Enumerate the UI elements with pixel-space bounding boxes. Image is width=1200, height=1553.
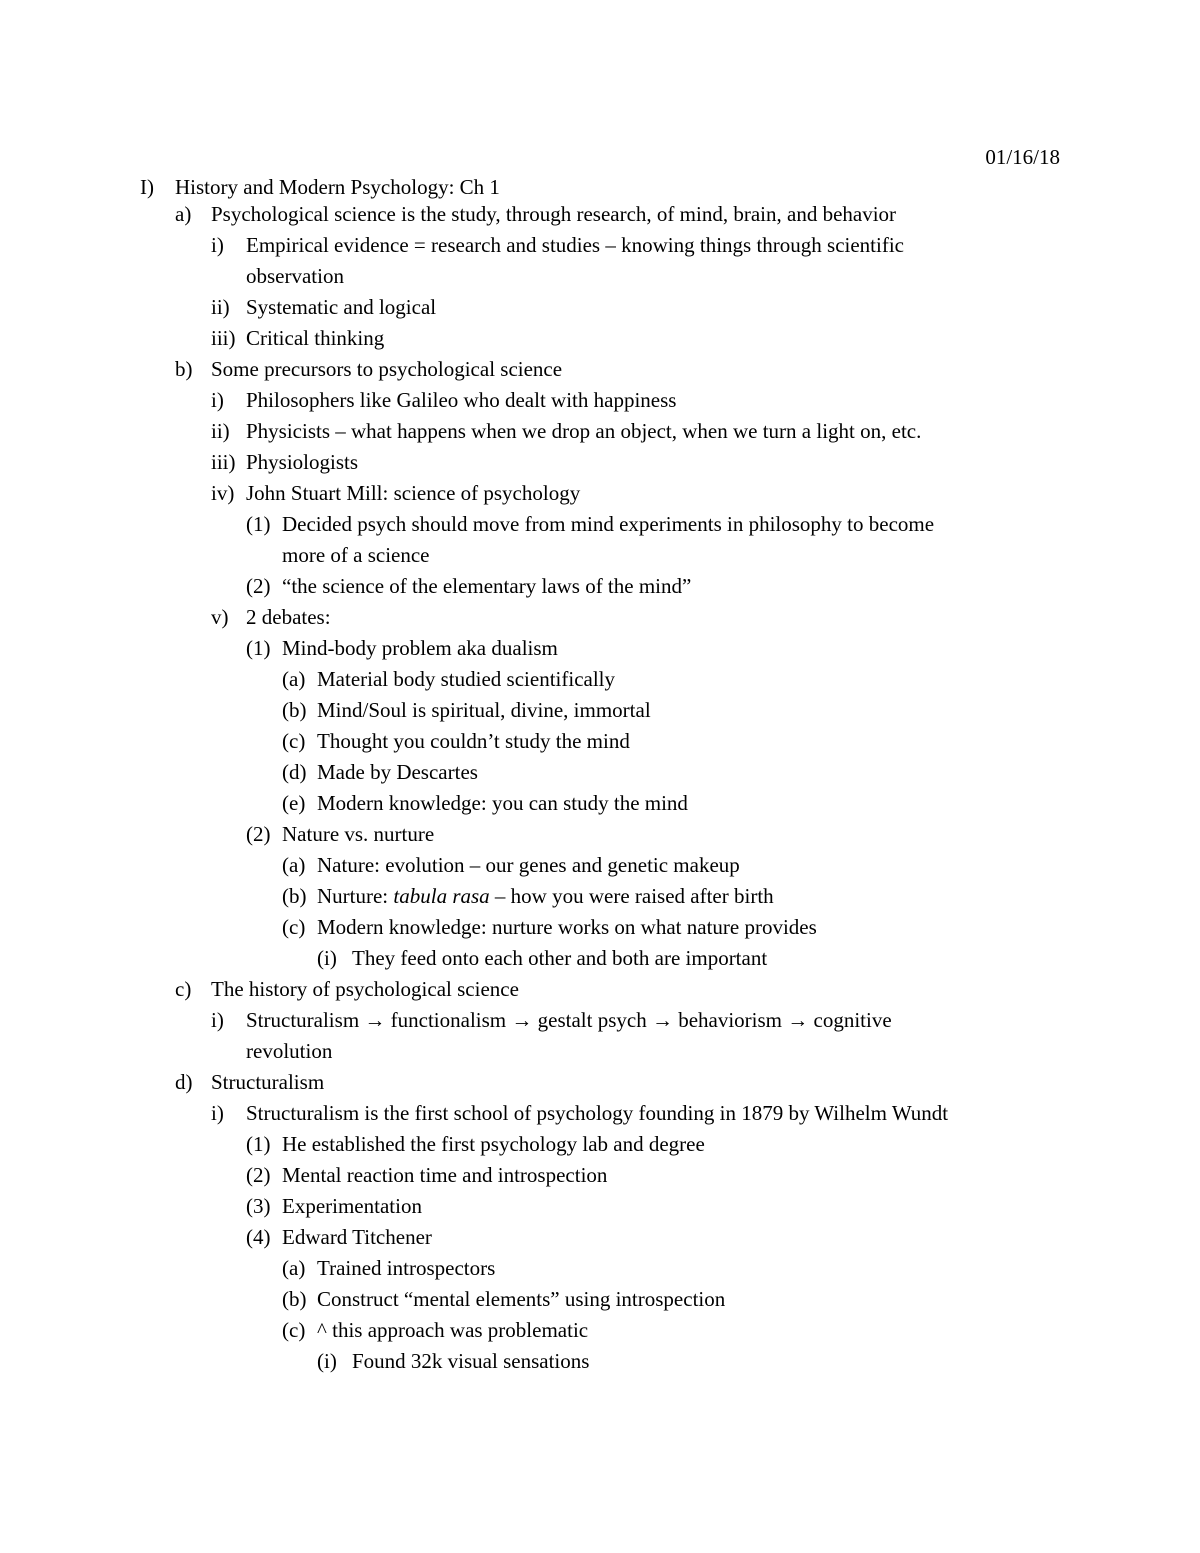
outline-marker: i)	[211, 388, 224, 412]
outline-text: Trained introspectors	[317, 1256, 496, 1280]
outline-text: Structuralism	[211, 1070, 325, 1094]
outline-text: History and Modern Psychology: Ch 1	[175, 175, 500, 199]
outline-text: They feed onto each other and both are important	[352, 946, 768, 970]
outline-text: 2 debates:	[246, 605, 331, 629]
outline-text: Mind-body problem aka dualism	[282, 636, 558, 660]
outline-marker: (2)	[246, 574, 271, 598]
outline-marker: i)	[211, 233, 224, 257]
outline-text: The history of psychological science	[211, 977, 519, 1001]
outline-marker: (1)	[246, 1132, 271, 1156]
outline-text-continuation: more of a science	[282, 543, 430, 567]
outline-marker: (c)	[282, 1318, 306, 1342]
outline-marker: (i)	[317, 946, 337, 970]
outline-text: Modern knowledge: nurture works on what nature provides	[317, 915, 817, 939]
outline-marker: (b)	[282, 1287, 307, 1311]
outline-text: ^ this approach was problematic	[317, 1318, 589, 1342]
outline-text: “the science of the elementary laws of the mind”	[282, 574, 692, 598]
outline-text: Empirical evidence = research and studies – knowing things through scientific	[246, 233, 904, 257]
outline-marker: d)	[175, 1070, 193, 1094]
outline-marker: (c)	[282, 729, 306, 753]
outline-text-continuation: observation	[246, 264, 344, 288]
outline-text: Nature: evolution – our genes and genetic makeup	[317, 853, 740, 877]
outline-marker: c)	[175, 977, 192, 1001]
outline-marker: (2)	[246, 822, 271, 846]
outline-text: Structuralism → functionalism → gestalt psych → behaviorism → cognitive	[246, 1008, 892, 1032]
outline-text: Systematic and logical	[246, 295, 437, 319]
outline-text: Experimentation	[282, 1194, 422, 1218]
outline-text-part: Nurture:	[317, 884, 394, 908]
outline-text: Edward Titchener	[282, 1225, 432, 1249]
outline-marker: (e)	[282, 791, 306, 815]
outline-marker: (d)	[282, 760, 307, 784]
outline-marker: iv)	[211, 481, 235, 505]
outline-text: Made by Descartes	[317, 760, 478, 784]
outline-text: Some precursors to psychological science	[211, 357, 563, 381]
outline-text-part: – how you were raised after birth	[489, 884, 774, 908]
outline-marker: (1)	[246, 636, 271, 660]
outline-marker: I)	[140, 175, 154, 199]
outline-text: Nature vs. nurture	[282, 822, 435, 846]
outline-marker: (4)	[246, 1225, 271, 1249]
outline-marker: i)	[211, 1101, 224, 1125]
outline-marker: (2)	[246, 1163, 271, 1187]
outline-marker: (b)	[282, 884, 307, 908]
outline-text: Structuralism is the first school of psychology founding in 1879 by Wilhelm Wundt	[246, 1101, 949, 1125]
outline-text: Construct “mental elements” using introspection	[317, 1287, 726, 1311]
outline-marker: ii)	[211, 295, 230, 319]
outline-text: Modern knowledge: you can study the mind	[317, 791, 688, 815]
outline-marker: (1)	[246, 512, 271, 536]
latin-phrase: tabula rasa	[393, 884, 490, 908]
outline-text: Physicists – what happens when we drop an object, when we turn a light on, etc.	[246, 419, 922, 443]
outline-text: Decided psych should move from mind experiments in philosophy to become	[282, 512, 935, 536]
outline-text: Psychological science is the study, through research, of mind, brain, and behavior	[211, 202, 897, 226]
outline-text: Critical thinking	[246, 326, 385, 350]
outline-marker: (a)	[282, 667, 306, 691]
outline-marker: (i)	[317, 1349, 337, 1373]
outline-marker: a)	[175, 202, 192, 226]
outline-text: Material body studied scientifically	[317, 667, 615, 691]
outline-marker: iii)	[211, 326, 236, 350]
outline-text: Mind/Soul is spiritual, divine, immortal	[317, 698, 651, 722]
outline-text-continuation: revolution	[246, 1039, 333, 1063]
outline-text: Physiologists	[246, 450, 359, 474]
outline-text: He established the first psychology lab and degree	[282, 1132, 705, 1156]
outline-marker: i)	[211, 1008, 224, 1032]
outline-marker: (a)	[282, 853, 306, 877]
outline-text: Philosophers like Galileo who dealt with happiness	[246, 388, 677, 412]
outline-marker: b)	[175, 357, 193, 381]
document-date: 01/16/18	[985, 145, 1060, 169]
outline-text: Mental reaction time and introspection	[282, 1163, 608, 1187]
outline-text	[317, 881, 774, 912]
outline-text: Found 32k visual sensations	[352, 1349, 590, 1373]
outline-marker: (a)	[282, 1256, 306, 1280]
outline-marker: (3)	[246, 1194, 271, 1218]
outline-marker: ii)	[211, 419, 230, 443]
outline-marker: (b)	[282, 698, 307, 722]
outline-text: John Stuart Mill: science of psychology	[246, 481, 581, 505]
outline-marker: iii)	[211, 450, 236, 474]
outline-marker: (c)	[282, 915, 306, 939]
outline-marker: v)	[211, 605, 229, 629]
outline-text: Thought you couldn’t study the mind	[317, 729, 630, 753]
